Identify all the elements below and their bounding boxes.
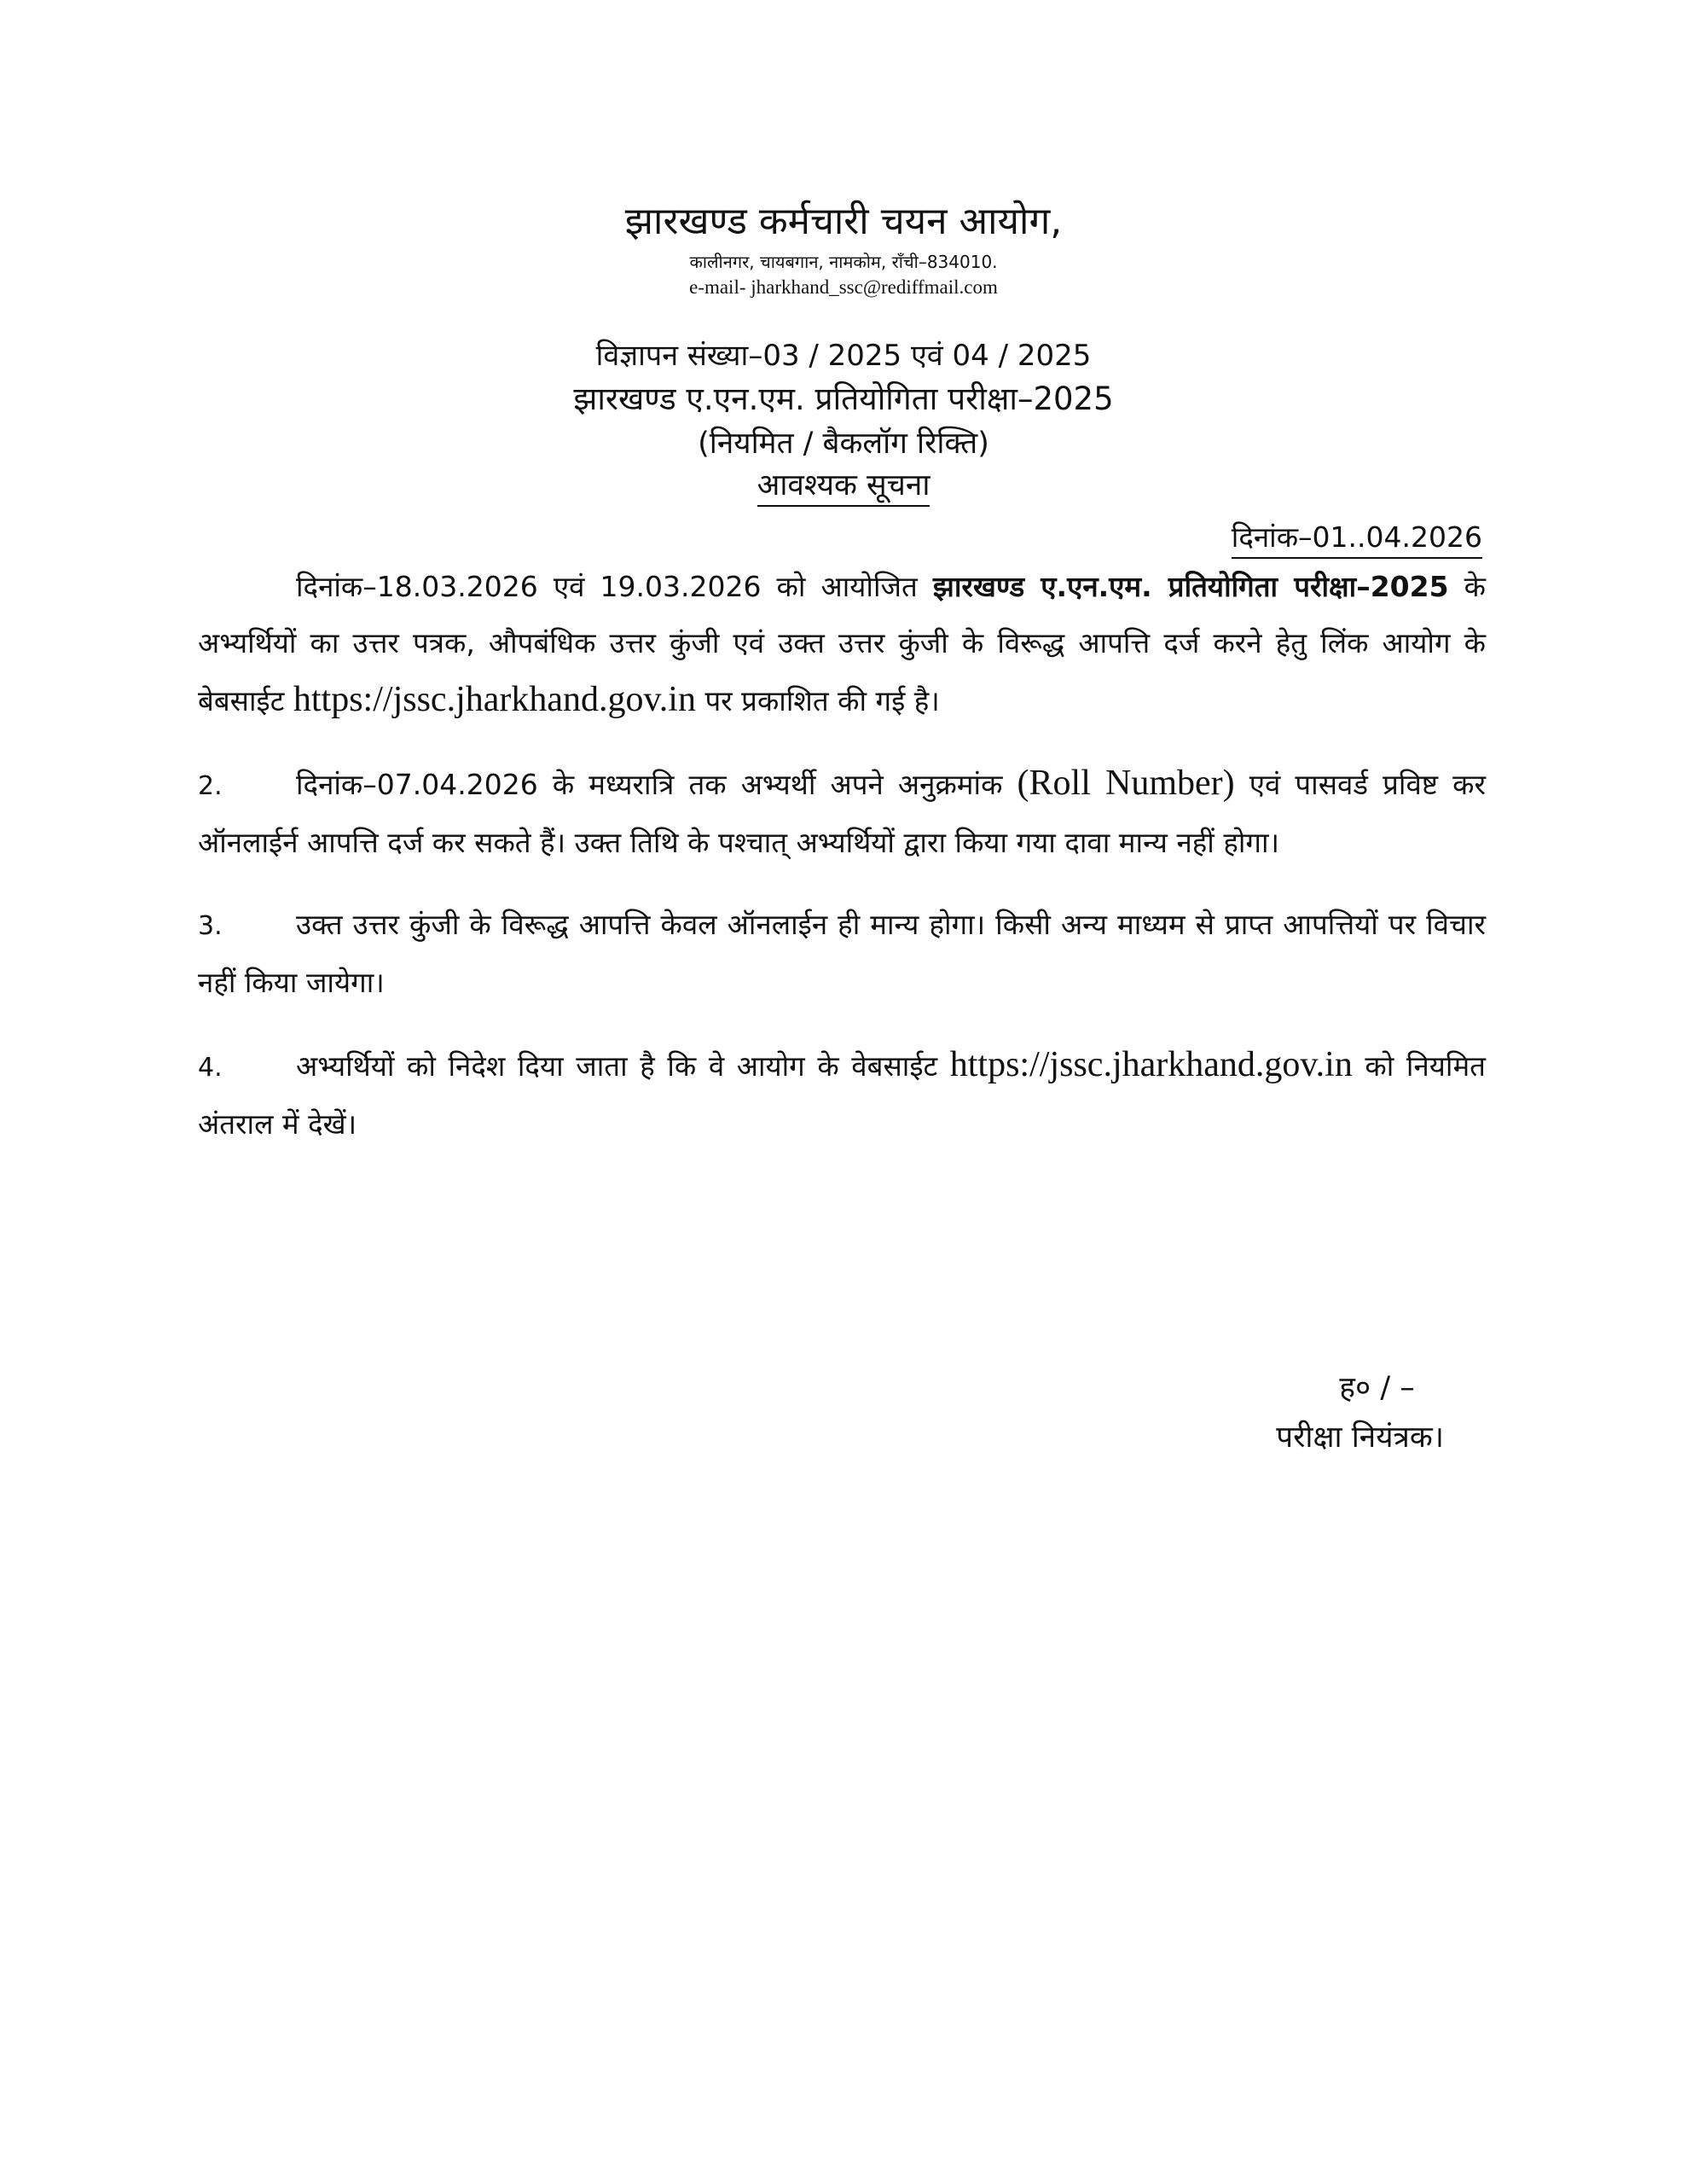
paragraph-2-text-a: दिनांक–07.04.2026 के मध्यरात्रि तक अभ्यर्थी अपने अनुक्रमांक	[296, 768, 1017, 801]
organization-email: e-mail- jharkhand_ssc@rediffmail.com	[689, 276, 998, 298]
paragraph-1-text-c: पर प्रकाशित की गई है।	[695, 684, 940, 717]
advertisement-number: विज्ञापन संख्या–03 / 2025 एवं 04 / 2025	[595, 339, 1092, 373]
website-link-2[interactable]: https://jssc.jharkhand.gov.in	[949, 1045, 1353, 1084]
paragraph-1	[198, 559, 1486, 729]
paragraph-4-text-b: को नियमित अंतराल में देखें।	[198, 1049, 1486, 1141]
exam-title: झारखण्ड ए.एन.एम. प्रतियोगिता परीक्षा–2025	[573, 380, 1114, 417]
paragraph-4	[198, 1037, 1486, 1153]
paragraph-2-roll-number: (Roll Number)	[1017, 764, 1235, 803]
paragraph-1-text-a: दिनांक–18.03.2026 एवं 19.03.2026 को आयोजित	[296, 570, 933, 603]
paragraph-1-text-b: के अभ्यर्थियों का उत्तर पत्रक, औपबंधिक उत्तर कुंजी एवं उक्त उत्तर कुंजी के विरूद्ध आपत्ति दर्ज करने हेतु लिंक आयोग के बेबसाईट	[198, 570, 1486, 717]
website-link[interactable]: https://jssc.jharkhand.gov.in	[293, 680, 696, 719]
paragraph-3	[198, 897, 1486, 1011]
organization-name: झारखण्ड कर्मचारी चयन आयोग,	[624, 200, 1063, 243]
paragraph-4-number: 4.	[198, 1053, 223, 1083]
signature-mark: ह० / –	[1339, 1371, 1415, 1405]
notice-body	[198, 559, 1486, 1153]
signature-block	[1276, 1363, 1444, 1462]
paragraph-1-exam-name: झारखण्ड ए.एन.एम. प्रतियोगिता परीक्षा–2025	[932, 570, 1449, 603]
paragraph-2-number: 2.	[198, 771, 223, 801]
paragraph-4-text-a: अभ्यर्थियों को निदेश दिया जाता है कि वे आयोग के वेबसाईट	[296, 1049, 950, 1083]
paragraph-2	[198, 755, 1486, 871]
paragraph-2-text-b: एवं पासवर्ड प्रविष्ट कर ऑनलाईर्न आपत्ति दर्ज कर सकते हैं। उक्त तिथि के पश्चात् अभ्यर्थियों द्वारा किया गया दावा मान्य नहीं होगा।	[198, 768, 1487, 859]
notice-date: दिनांक–01..04.2026	[1232, 518, 1482, 559]
vacancy-type: (नियमित / बैकलॉग रिक्ति)	[698, 427, 989, 461]
paragraph-3-text: उक्त उत्तर कुंजी के विरूद्ध आपत्ति केवल ऑनलाईन ही मान्य होगा। किसी अन्य माध्यम से प्राप्त आपत्तियों पर विचार नहीं किया जायेगा।	[198, 908, 1486, 999]
notice-heading: आवश्यक सूचना	[757, 466, 930, 507]
paragraph-3-number: 3.	[198, 911, 223, 941]
signatory-title: परीक्षा नियंत्रक।	[1276, 1420, 1444, 1455]
letterhead	[0, 196, 1687, 507]
notice-title-block	[0, 334, 1687, 507]
organization-address: कालीनगर, चायबगान, नामकोम, राँची–834010.	[689, 252, 998, 272]
